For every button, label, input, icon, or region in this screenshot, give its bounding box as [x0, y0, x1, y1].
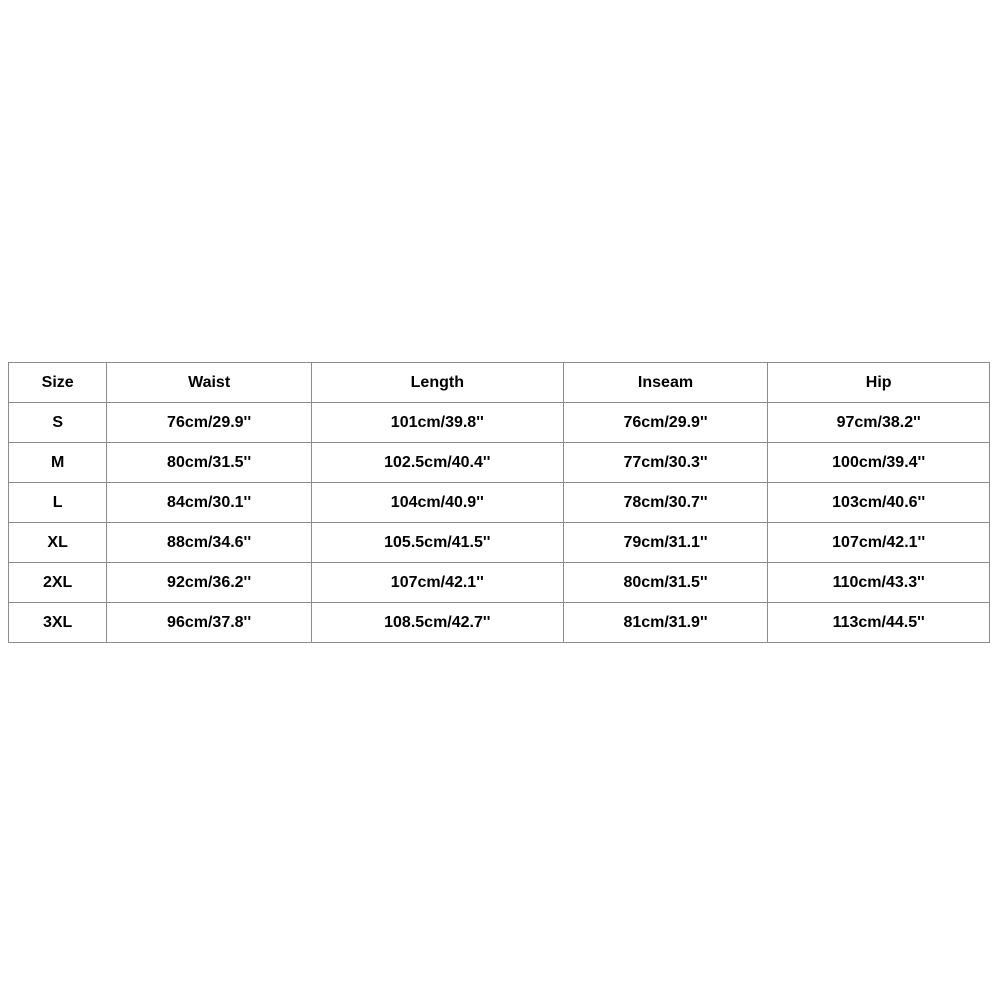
table-row — [9, 523, 990, 563]
table-row — [9, 403, 990, 443]
cell-inseam: 76cm/29.9'' — [563, 403, 768, 443]
cell-size: 3XL — [9, 603, 107, 643]
table-body — [9, 403, 990, 643]
table-row — [9, 443, 990, 483]
table-row — [9, 603, 990, 643]
cell-waist: 80cm/31.5'' — [107, 443, 312, 483]
cell-hip: 103cm/40.6'' — [768, 483, 990, 523]
cell-inseam: 77cm/30.3'' — [563, 443, 768, 483]
cell-inseam: 79cm/31.1'' — [563, 523, 768, 563]
header-hip: Hip — [768, 363, 990, 403]
cell-inseam: 80cm/31.5'' — [563, 563, 768, 603]
cell-inseam: 78cm/30.7'' — [563, 483, 768, 523]
cell-waist: 96cm/37.8'' — [107, 603, 312, 643]
table-header — [9, 363, 990, 403]
size-chart-table — [8, 362, 990, 643]
header-waist: Waist — [107, 363, 312, 403]
cell-size: L — [9, 483, 107, 523]
cell-size: XL — [9, 523, 107, 563]
cell-hip: 110cm/43.3'' — [768, 563, 990, 603]
cell-hip: 97cm/38.2'' — [768, 403, 990, 443]
header-size: Size — [9, 363, 107, 403]
cell-length: 105.5cm/41.5'' — [311, 523, 563, 563]
cell-waist: 76cm/29.9'' — [107, 403, 312, 443]
cell-waist: 92cm/36.2'' — [107, 563, 312, 603]
cell-inseam: 81cm/31.9'' — [563, 603, 768, 643]
table-row — [9, 483, 990, 523]
cell-length: 104cm/40.9'' — [311, 483, 563, 523]
cell-size: S — [9, 403, 107, 443]
cell-hip: 100cm/39.4'' — [768, 443, 990, 483]
cell-length: 101cm/39.8'' — [311, 403, 563, 443]
header-inseam: Inseam — [563, 363, 768, 403]
cell-length: 107cm/42.1'' — [311, 563, 563, 603]
cell-size: 2XL — [9, 563, 107, 603]
cell-waist: 88cm/34.6'' — [107, 523, 312, 563]
cell-hip: 113cm/44.5'' — [768, 603, 990, 643]
cell-hip: 107cm/42.1'' — [768, 523, 990, 563]
cell-waist: 84cm/30.1'' — [107, 483, 312, 523]
cell-length: 102.5cm/40.4'' — [311, 443, 563, 483]
cell-size: M — [9, 443, 107, 483]
header-row — [9, 363, 990, 403]
table-row — [9, 563, 990, 603]
cell-length: 108.5cm/42.7'' — [311, 603, 563, 643]
header-length: Length — [311, 363, 563, 403]
